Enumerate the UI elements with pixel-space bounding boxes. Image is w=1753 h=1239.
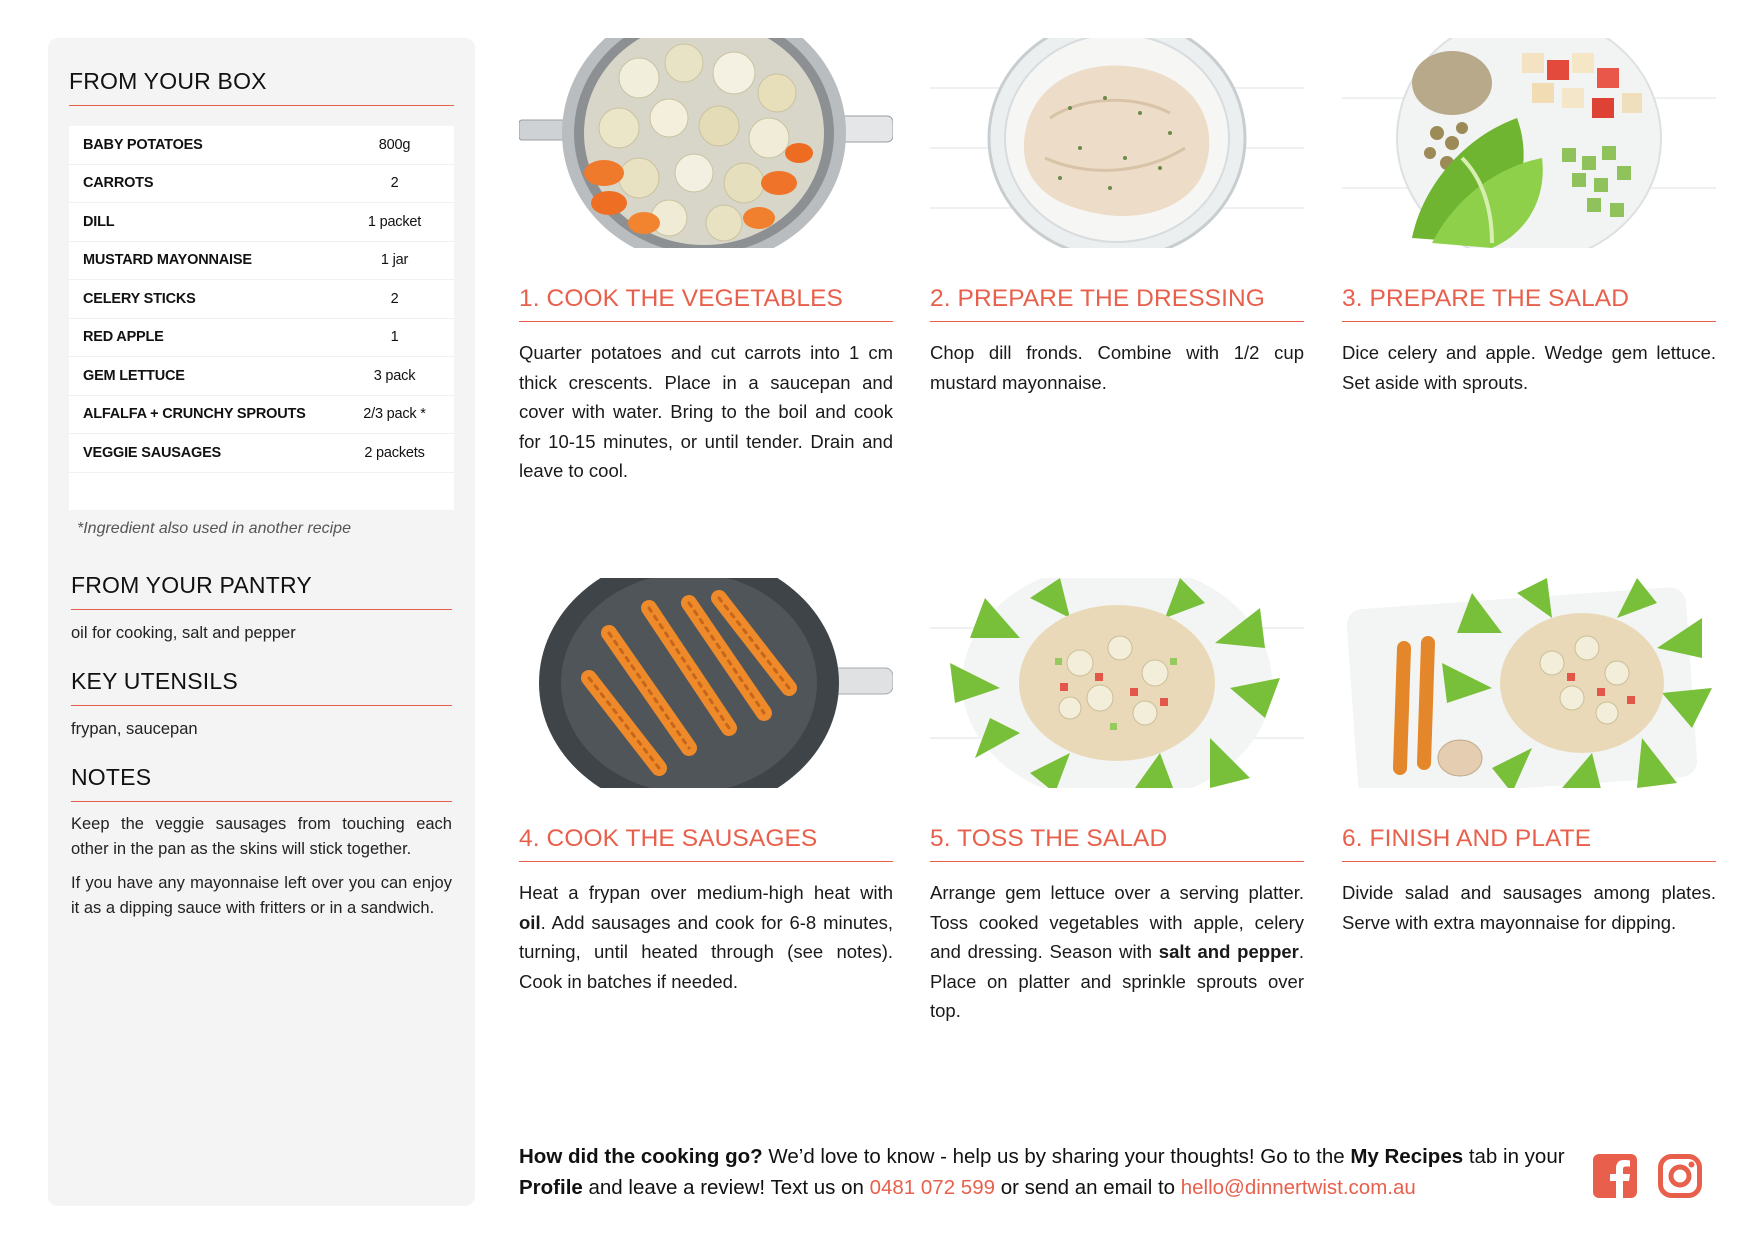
step-2-photo	[930, 38, 1304, 248]
ingredient-footnote: *Ingredient also used in another recipe	[77, 520, 351, 537]
pantry-section	[69, 572, 454, 646]
from-your-box-title: FROM YOUR BOX	[69, 68, 454, 106]
ingredient-row	[69, 357, 454, 396]
utensils-text: frypan, saucepan	[71, 720, 198, 738]
step-6-text: Divide salad and sausages among plates. Serve with extra mayonnaise for dipping.	[1342, 882, 1716, 933]
step-6	[1342, 578, 1716, 937]
step-4-text: Heat a frypan over medium-high heat with oil. Add sausages and cook for 6-8 minutes, turning, until heated through (see notes). Cook in batches if needed.	[519, 882, 893, 992]
ingredient-name: CELERY STICKS	[83, 290, 196, 307]
ingredient-row	[69, 203, 454, 242]
profile-link[interactable]: Profile	[519, 1176, 583, 1199]
utensils-title: KEY UTENSILS	[71, 668, 452, 706]
ingredient-qty: 2/3 pack *	[363, 406, 426, 423]
ingredient-name: VEGGIE SAUSAGES	[83, 444, 222, 461]
ingredient-name: ALFALFA + CRUNCHY SPROUTS	[83, 406, 306, 423]
step-4-title: 4. COOK THE SAUSAGES	[519, 825, 893, 862]
footer-question: How did the cooking go?	[519, 1145, 763, 1168]
ingredient-row	[69, 396, 454, 435]
ingredient-qty: 2	[390, 175, 399, 192]
step-1	[519, 38, 893, 486]
step-2	[930, 38, 1304, 397]
step-6-photo	[1342, 578, 1716, 788]
step-2-title: 2. PREPARE THE DRESSING	[930, 285, 1304, 322]
ingredient-name: DILL	[83, 213, 115, 230]
step-5-text: Arrange gem lettuce over a serving platter. Toss cooked vegetables with apple, celery and dressing. Season with salt and pepper. Place on platter and sprinkle sprouts over top.	[930, 882, 1304, 1021]
ingredient-qty: 3 pack	[373, 367, 416, 384]
step-6-title: 6. FINISH AND PLATE	[1342, 825, 1716, 862]
ingredient-row	[69, 280, 454, 319]
notes-title: NOTES	[71, 764, 452, 802]
step-1-title: 1. COOK THE VEGETABLES	[519, 285, 893, 322]
step-3-text: Dice celery and apple. Wedge gem lettuce. Set aside with sprouts.	[1342, 342, 1716, 393]
phone-link[interactable]: 0481 072 599	[869, 1176, 995, 1199]
ingredient-name: BABY POTATOES	[83, 136, 203, 153]
review-footer: How did the cooking go? We’d love to know - help us by sharing your thoughts! Go to the My Recipes tab in your Profile and leave a review! Text us on 0481 072 599 or send an email to hello@dinnertwist.com.au	[519, 1145, 1565, 1199]
step-5-photo	[930, 578, 1304, 788]
ingredient-name: MUSTARD MAYONNAISE	[83, 252, 252, 269]
ingredient-row	[69, 165, 454, 204]
step-5-title: 5. TOSS THE SALAD	[930, 825, 1304, 862]
step-4	[519, 578, 893, 996]
ingredient-row	[69, 126, 454, 165]
ingredient-qty: 1 jar	[380, 252, 409, 269]
ingredient-qty: 2 packets	[364, 444, 425, 461]
step-1-photo	[519, 38, 893, 248]
facebook-icon[interactable]	[1593, 1154, 1637, 1203]
step-3	[1342, 38, 1716, 397]
step-4-photo	[519, 578, 893, 788]
ingredient-qty: 800g	[378, 136, 411, 153]
ingredient-qty: 1	[390, 329, 399, 346]
utensils-section	[69, 668, 454, 742]
ingredient-row	[69, 242, 454, 281]
notes-section	[69, 764, 454, 921]
ingredient-qty: 2	[390, 290, 399, 307]
pantry-text: oil for cooking, salt and pepper	[71, 624, 296, 642]
pantry-title: FROM YOUR PANTRY	[71, 572, 452, 610]
notes-paragraph: Keep the veggie sausages from touching each other in the pan as the skins will stick together.	[71, 815, 452, 858]
ingredient-name: CARROTS	[83, 175, 154, 192]
email-link[interactable]: hello@dinnertwist.com.au	[1180, 1176, 1416, 1199]
ingredient-row	[69, 434, 454, 473]
ingredient-row	[69, 319, 454, 358]
step-3-photo	[1342, 38, 1716, 248]
notes-paragraph: If you have any mayonnaise left over you can enjoy it as a dipping sauce with fritters or in a sandwich.	[71, 874, 452, 917]
ingredient-name: GEM LETTUCE	[83, 367, 185, 384]
ingredient-name: RED APPLE	[83, 329, 164, 346]
ingredients-table	[69, 126, 454, 510]
my-recipes-link[interactable]: My Recipes	[1350, 1145, 1464, 1168]
instagram-icon[interactable]	[1658, 1154, 1702, 1203]
step-1-text: Quarter potatoes and cut carrots into 1 cm thick crescents. Place in a saucepan and cover with water. Bring to the boil and cook for 10-15 minutes, or until tender. Drain and leave to cool.	[519, 342, 893, 481]
step-5	[930, 578, 1304, 1026]
ingredients-sidebar	[48, 38, 475, 1206]
step-2-text: Chop dill fronds. Combine with 1/2 cup mustard mayonnaise.	[930, 342, 1304, 393]
ingredient-qty: 1 packet	[367, 213, 422, 230]
step-3-title: 3. PREPARE THE SALAD	[1342, 285, 1716, 322]
